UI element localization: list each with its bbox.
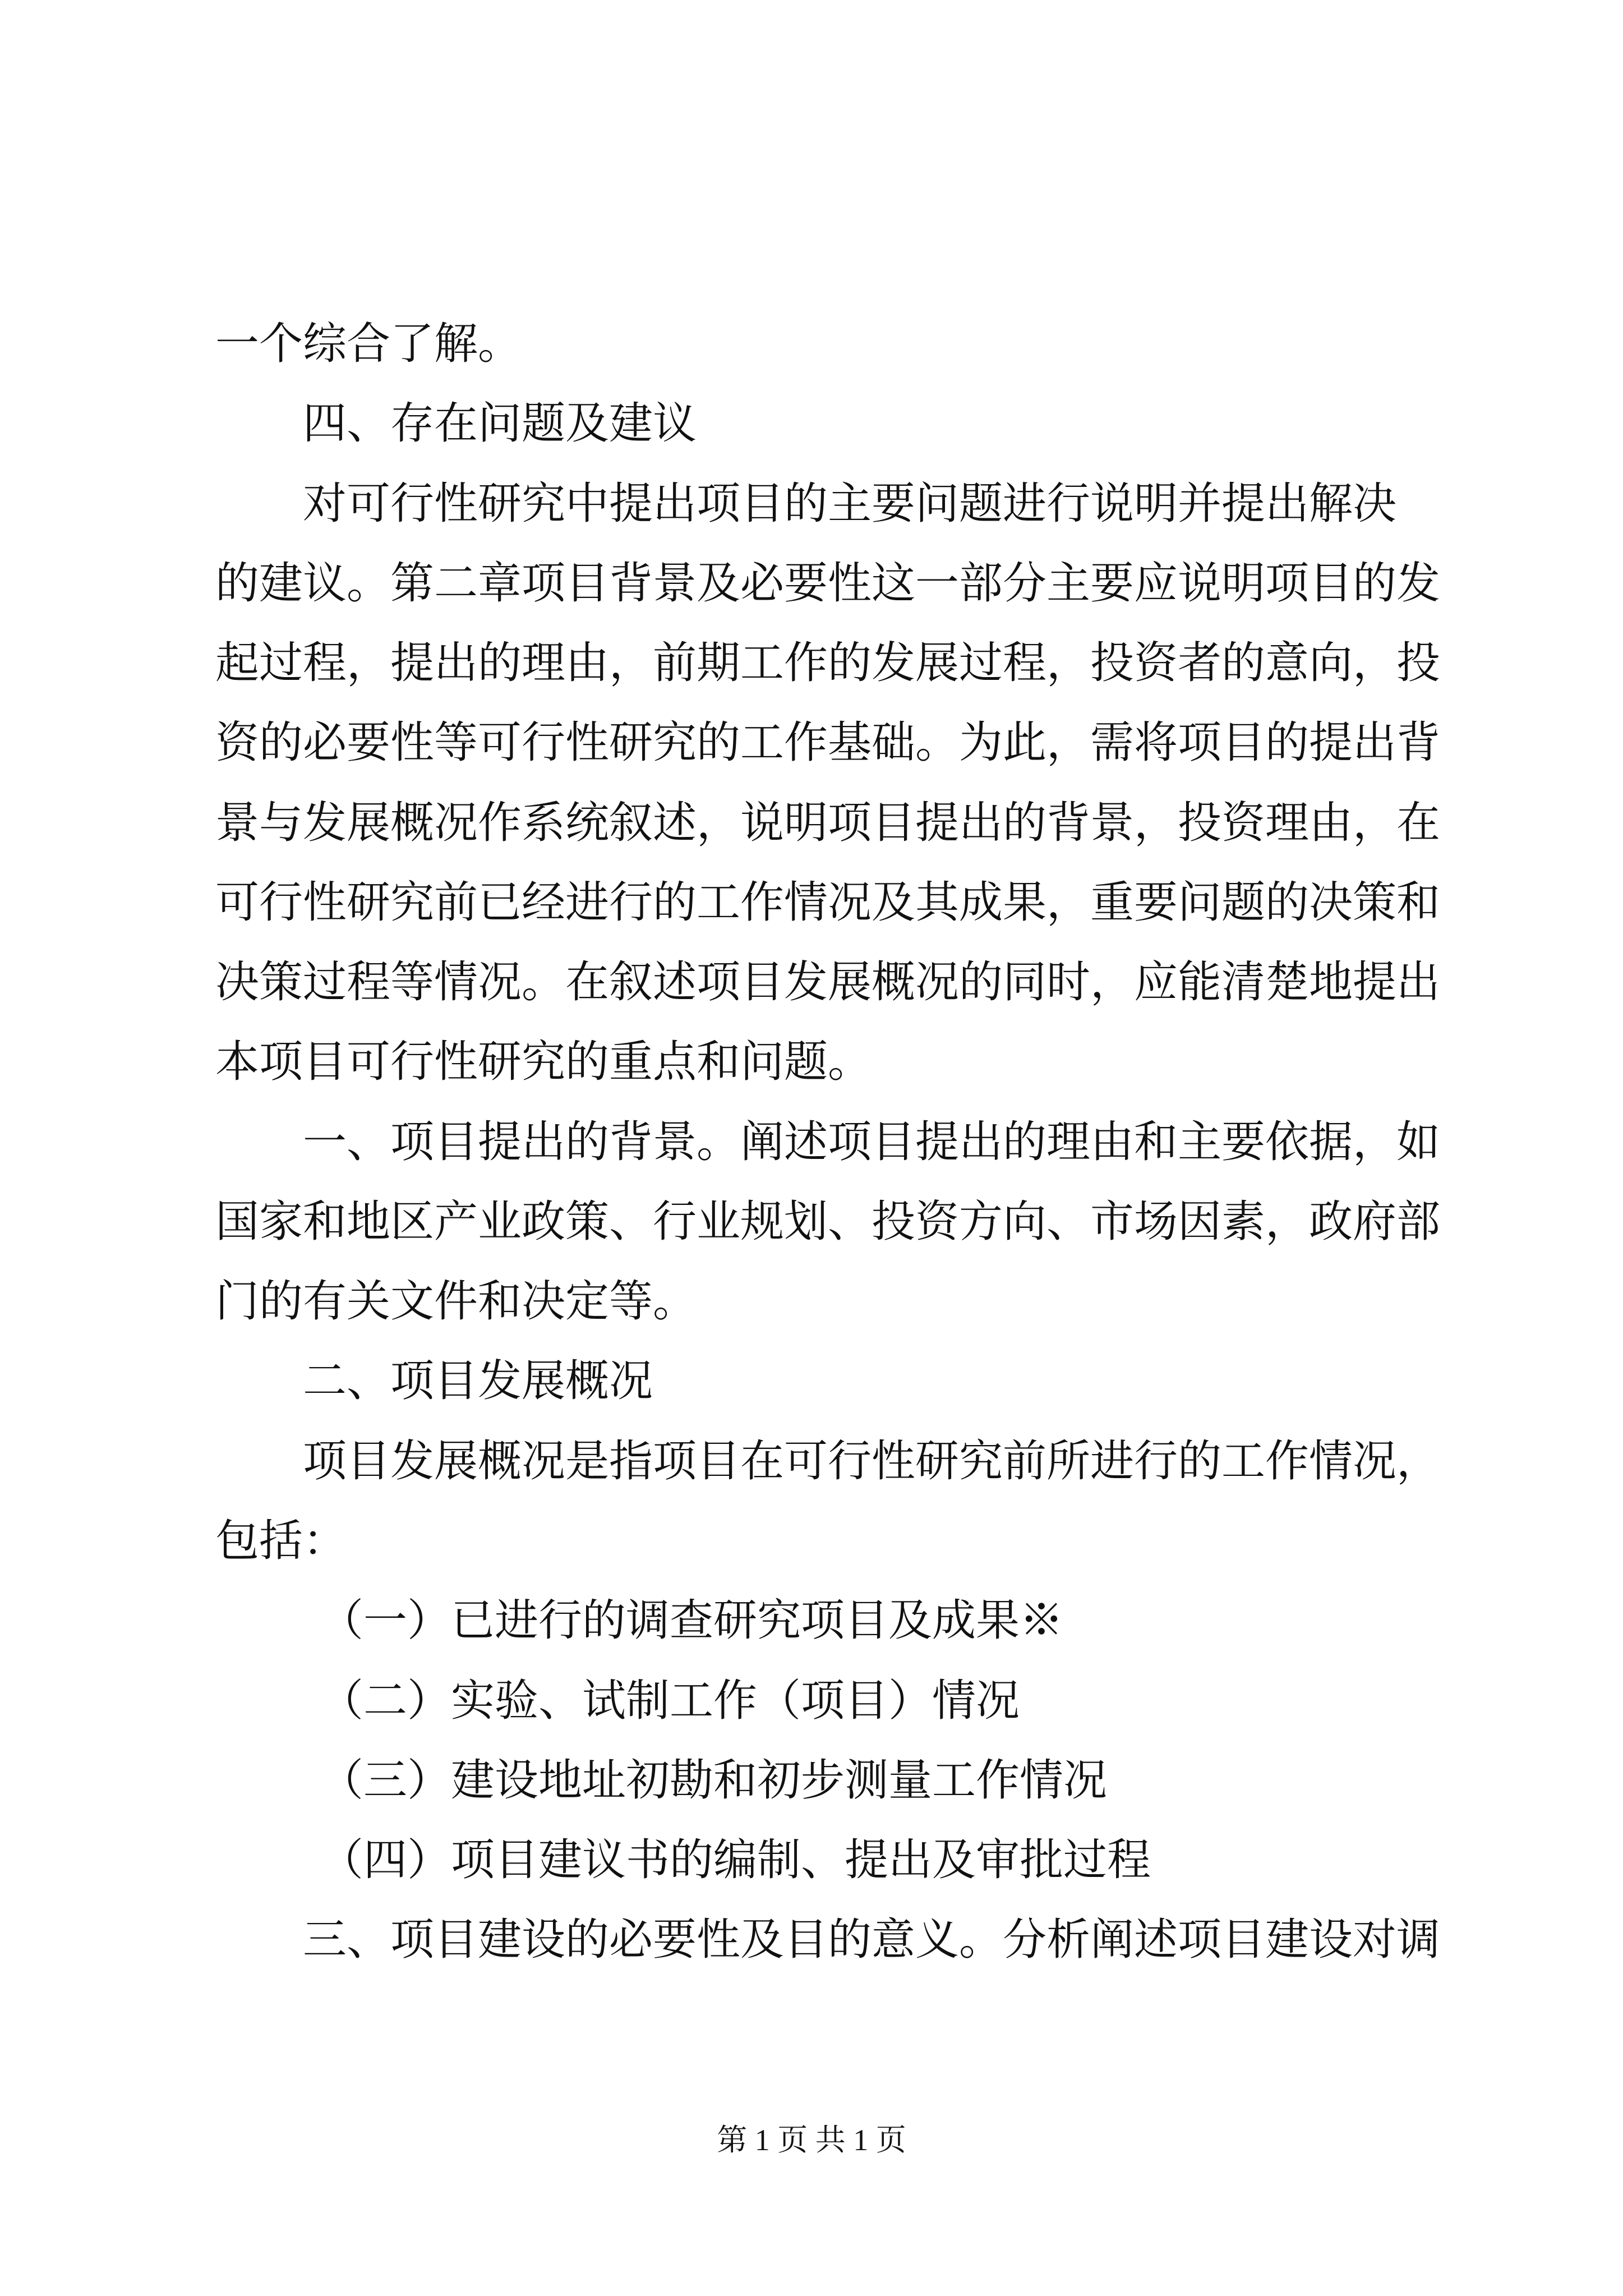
list-item-4: （四）项目建议书的编制、提出及审批过程 (320, 1835, 1151, 1885)
text-line-8: 可行性研究前已经进行的工作情况及其成果，重要问题的决策和 (215, 877, 1441, 928)
text-line-5: 起过程，提出的理由，前期工作的发展过程，投资者的意向，投 (215, 638, 1441, 688)
page-number-footer: 第 1 页 共 1 页 (717, 2123, 906, 2157)
text-line-11: 一、项目提出的背景。阐述项目提出的理由和主要依据，如 (303, 1117, 1441, 1167)
text-line-15: 项目发展概况是指项目在可行性研究前所进行的工作情况， (303, 1436, 1441, 1487)
section-heading-4: 四、存在问题及建议 (303, 398, 697, 449)
text-line-3: 对可行性研究中提出项目的主要问题进行说明并提出解决 (303, 478, 1397, 529)
text-line-12: 国家和地区产业政策、行业规划、投资方向、市场因素，政府部 (215, 1197, 1441, 1247)
list-item-3: （三）建设地址初勘和初步测量工作情况 (320, 1755, 1108, 1806)
section-heading-2: 二、项目发展概况 (303, 1356, 653, 1406)
list-item-2: （二）实验、试制工作（项目）情况 (320, 1676, 1020, 1726)
text-line-1: 一个综合了解。 (215, 319, 522, 369)
text-line-6: 资的必要性等可行性研究的工作基础。为此，需将项目的提出背 (215, 717, 1441, 768)
text-line-10: 本项目可行性研究的重点和问题。 (215, 1037, 872, 1087)
text-line-9: 决策过程等情况。在叙述项目发展概况的同时，应能清楚地提出 (215, 957, 1441, 1007)
list-item-1: （一）已进行的调查研究项目及成果※ (320, 1595, 1064, 1646)
text-line-7: 景与发展概况作系统叙述，说明项目提出的背景，投资理由，在 (215, 798, 1441, 848)
text-line-13: 门的有关文件和决定等。 (215, 1276, 697, 1327)
text-line-21: 三、项目建设的必要性及目的意义。分析阐述项目建设对调 (303, 1915, 1441, 1965)
text-line-16: 包括： (215, 1516, 347, 1566)
text-line-4: 的建议。第二章项目背景及必要性这一部分主要应说明项目的发 (215, 558, 1441, 609)
